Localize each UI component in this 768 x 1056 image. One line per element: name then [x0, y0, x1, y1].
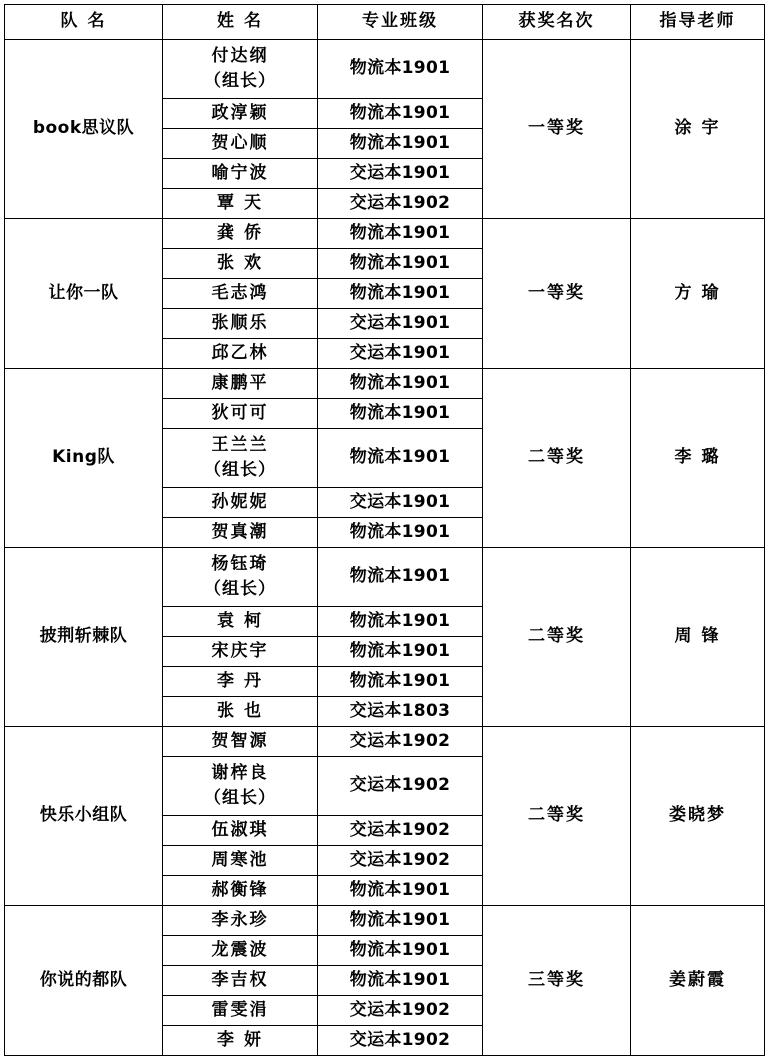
member-name-text: 张顺乐: [211, 312, 269, 333]
member-name-cell: [163, 369, 318, 399]
member-class-cell: 物流本1901: [318, 99, 483, 129]
member-class-cell: 物流本1901: [318, 906, 483, 936]
member-name-cell: [163, 637, 318, 667]
team-name-cell: 披荆斩棘队: [5, 548, 163, 727]
member-name-text: 杨钰琦: [211, 554, 269, 575]
table-header: [5, 5, 765, 40]
member-name-text: 邱乙林: [211, 342, 269, 363]
member-name-text: 喻宁波: [211, 162, 269, 183]
teacher-cell: 李 璐: [631, 369, 765, 548]
member-name-text: 李 丹: [217, 670, 263, 691]
member-name-text: 狄可可: [211, 402, 269, 423]
member-class-cell: 交运本1902: [318, 846, 483, 876]
member-class-cell: 物流本1901: [318, 249, 483, 279]
member-name-text: 政淳颖: [211, 102, 269, 123]
member-name-cell: [163, 966, 318, 996]
member-class-cell: 交运本1803: [318, 697, 483, 727]
prize-cell: 二等奖: [483, 369, 631, 548]
member-name-cell: [163, 876, 318, 906]
member-name-cell: [163, 846, 318, 876]
member-name-cell: [163, 129, 318, 159]
member-name-text: 张 也: [217, 700, 263, 721]
member-class-cell: 交运本1902: [318, 1026, 483, 1056]
member-class-cell: 物流本1901: [318, 637, 483, 667]
prize-cell: 一等奖: [483, 219, 631, 369]
prize-cell: 二等奖: [483, 727, 631, 906]
member-role-note: （组长）: [204, 71, 276, 91]
member-class-cell: 交运本1901: [318, 159, 483, 189]
team-name-cell: 你说的都队: [5, 906, 163, 1056]
member-name-cell: [163, 399, 318, 429]
table-row: [5, 906, 765, 936]
table-row: [5, 727, 765, 757]
member-name-cell: [163, 1026, 318, 1056]
member-name-cell: [163, 607, 318, 637]
member-name-cell: [163, 339, 318, 369]
member-name-text: 伍淑琪: [211, 819, 269, 840]
member-class-cell: 物流本1901: [318, 129, 483, 159]
teacher-cell: 姜蔚霞: [631, 906, 765, 1056]
table-row: [5, 369, 765, 399]
member-name-cell: [163, 697, 318, 727]
table-row: [5, 40, 765, 99]
member-name-cell: [163, 906, 318, 936]
team-name-cell: King队: [5, 369, 163, 548]
member-name-text: 孙妮妮: [211, 491, 269, 512]
member-class-cell: 物流本1901: [318, 219, 483, 249]
member-name-cell: [163, 309, 318, 339]
member-class-cell: 交运本1901: [318, 309, 483, 339]
member-name-cell: [163, 996, 318, 1026]
member-name-cell: [163, 936, 318, 966]
teacher-cell: 方 瑜: [631, 219, 765, 369]
member-class-cell: 物流本1901: [318, 369, 483, 399]
column-header-teacher: 指导老师: [631, 5, 765, 40]
member-name-text: 龙震波: [211, 939, 269, 960]
column-header-class: 专业班级: [318, 5, 483, 40]
member-role-note: （组长）: [204, 460, 276, 480]
member-name-text: 毛志鸿: [211, 282, 269, 303]
member-name-text: 李 妍: [217, 1029, 263, 1050]
member-class-cell: 物流本1901: [318, 966, 483, 996]
team-name-cell: book思议队: [5, 40, 163, 219]
prize-cell: 一等奖: [483, 40, 631, 219]
member-name-cell: [163, 279, 318, 309]
member-name-cell: [163, 757, 318, 816]
member-class-cell: 物流本1901: [318, 607, 483, 637]
team-name-cell: 让你一队: [5, 219, 163, 369]
member-name-text: 付达纲: [211, 46, 269, 67]
member-class-cell: 交运本1902: [318, 757, 483, 816]
teacher-cell: 涂 宇: [631, 40, 765, 219]
member-name-cell: [163, 488, 318, 518]
member-name-text: 张 欢: [217, 252, 263, 273]
member-name-cell: [163, 219, 318, 249]
member-class-cell: 物流本1901: [318, 667, 483, 697]
member-class-cell: 交运本1901: [318, 488, 483, 518]
header-row: [5, 5, 765, 40]
member-name-text: 覃 天: [217, 192, 263, 213]
member-role-note: （组长）: [204, 788, 276, 808]
member-class-cell: 物流本1901: [318, 40, 483, 99]
member-name-cell: [163, 189, 318, 219]
member-name-text: 康鹏平: [211, 372, 269, 393]
teacher-cell: 周 锋: [631, 548, 765, 727]
member-class-cell: 物流本1901: [318, 936, 483, 966]
member-class-cell: 物流本1901: [318, 518, 483, 548]
member-name-cell: [163, 40, 318, 99]
member-name-text: 周寒池: [211, 849, 269, 870]
member-name-cell: [163, 429, 318, 488]
member-name-text: 贺智源: [211, 730, 269, 751]
member-name-text: 贺真潮: [211, 521, 269, 542]
member-name-cell: [163, 99, 318, 129]
member-name-text: 宋庆宇: [211, 640, 269, 661]
member-class-cell: 交运本1902: [318, 816, 483, 846]
column-header-team: 队 名: [5, 5, 163, 40]
member-name-cell: [163, 727, 318, 757]
member-name-cell: [163, 667, 318, 697]
member-class-cell: 物流本1901: [318, 548, 483, 607]
team-name-cell: 快乐小组队: [5, 727, 163, 906]
member-class-cell: 交运本1901: [318, 339, 483, 369]
member-name-text: 龚 侨: [217, 222, 263, 243]
table-row: [5, 219, 765, 249]
member-class-cell: 交运本1902: [318, 996, 483, 1026]
column-header-name: 姓 名: [163, 5, 318, 40]
member-name-text: 袁 柯: [217, 610, 263, 631]
award-table: [4, 4, 765, 1056]
member-name-text: 雷雯涓: [211, 999, 269, 1020]
member-name-cell: [163, 816, 318, 846]
member-class-cell: 交运本1902: [318, 189, 483, 219]
member-name-text: 谢梓良: [211, 763, 269, 784]
prize-cell: 二等奖: [483, 548, 631, 727]
member-class-cell: 物流本1901: [318, 429, 483, 488]
member-name-cell: [163, 518, 318, 548]
member-class-cell: 物流本1901: [318, 279, 483, 309]
member-name-text: 李永珍: [211, 909, 269, 930]
teacher-cell: 娄晓梦: [631, 727, 765, 906]
member-role-note: （组长）: [204, 579, 276, 599]
member-name-cell: [163, 249, 318, 279]
member-name-text: 郝衡锋: [211, 879, 269, 900]
member-name-text: 贺心顺: [211, 132, 269, 153]
member-name-cell: [163, 548, 318, 607]
column-header-prize: 获奖名次: [483, 5, 631, 40]
member-class-cell: 交运本1902: [318, 727, 483, 757]
member-name-cell: [163, 159, 318, 189]
member-name-text: 王兰兰: [211, 435, 269, 456]
member-class-cell: 物流本1901: [318, 876, 483, 906]
member-name-text: 李吉权: [211, 969, 269, 990]
prize-cell: 三等奖: [483, 906, 631, 1056]
table-row: [5, 548, 765, 607]
member-class-cell: 物流本1901: [318, 399, 483, 429]
table-body: [5, 40, 765, 1056]
